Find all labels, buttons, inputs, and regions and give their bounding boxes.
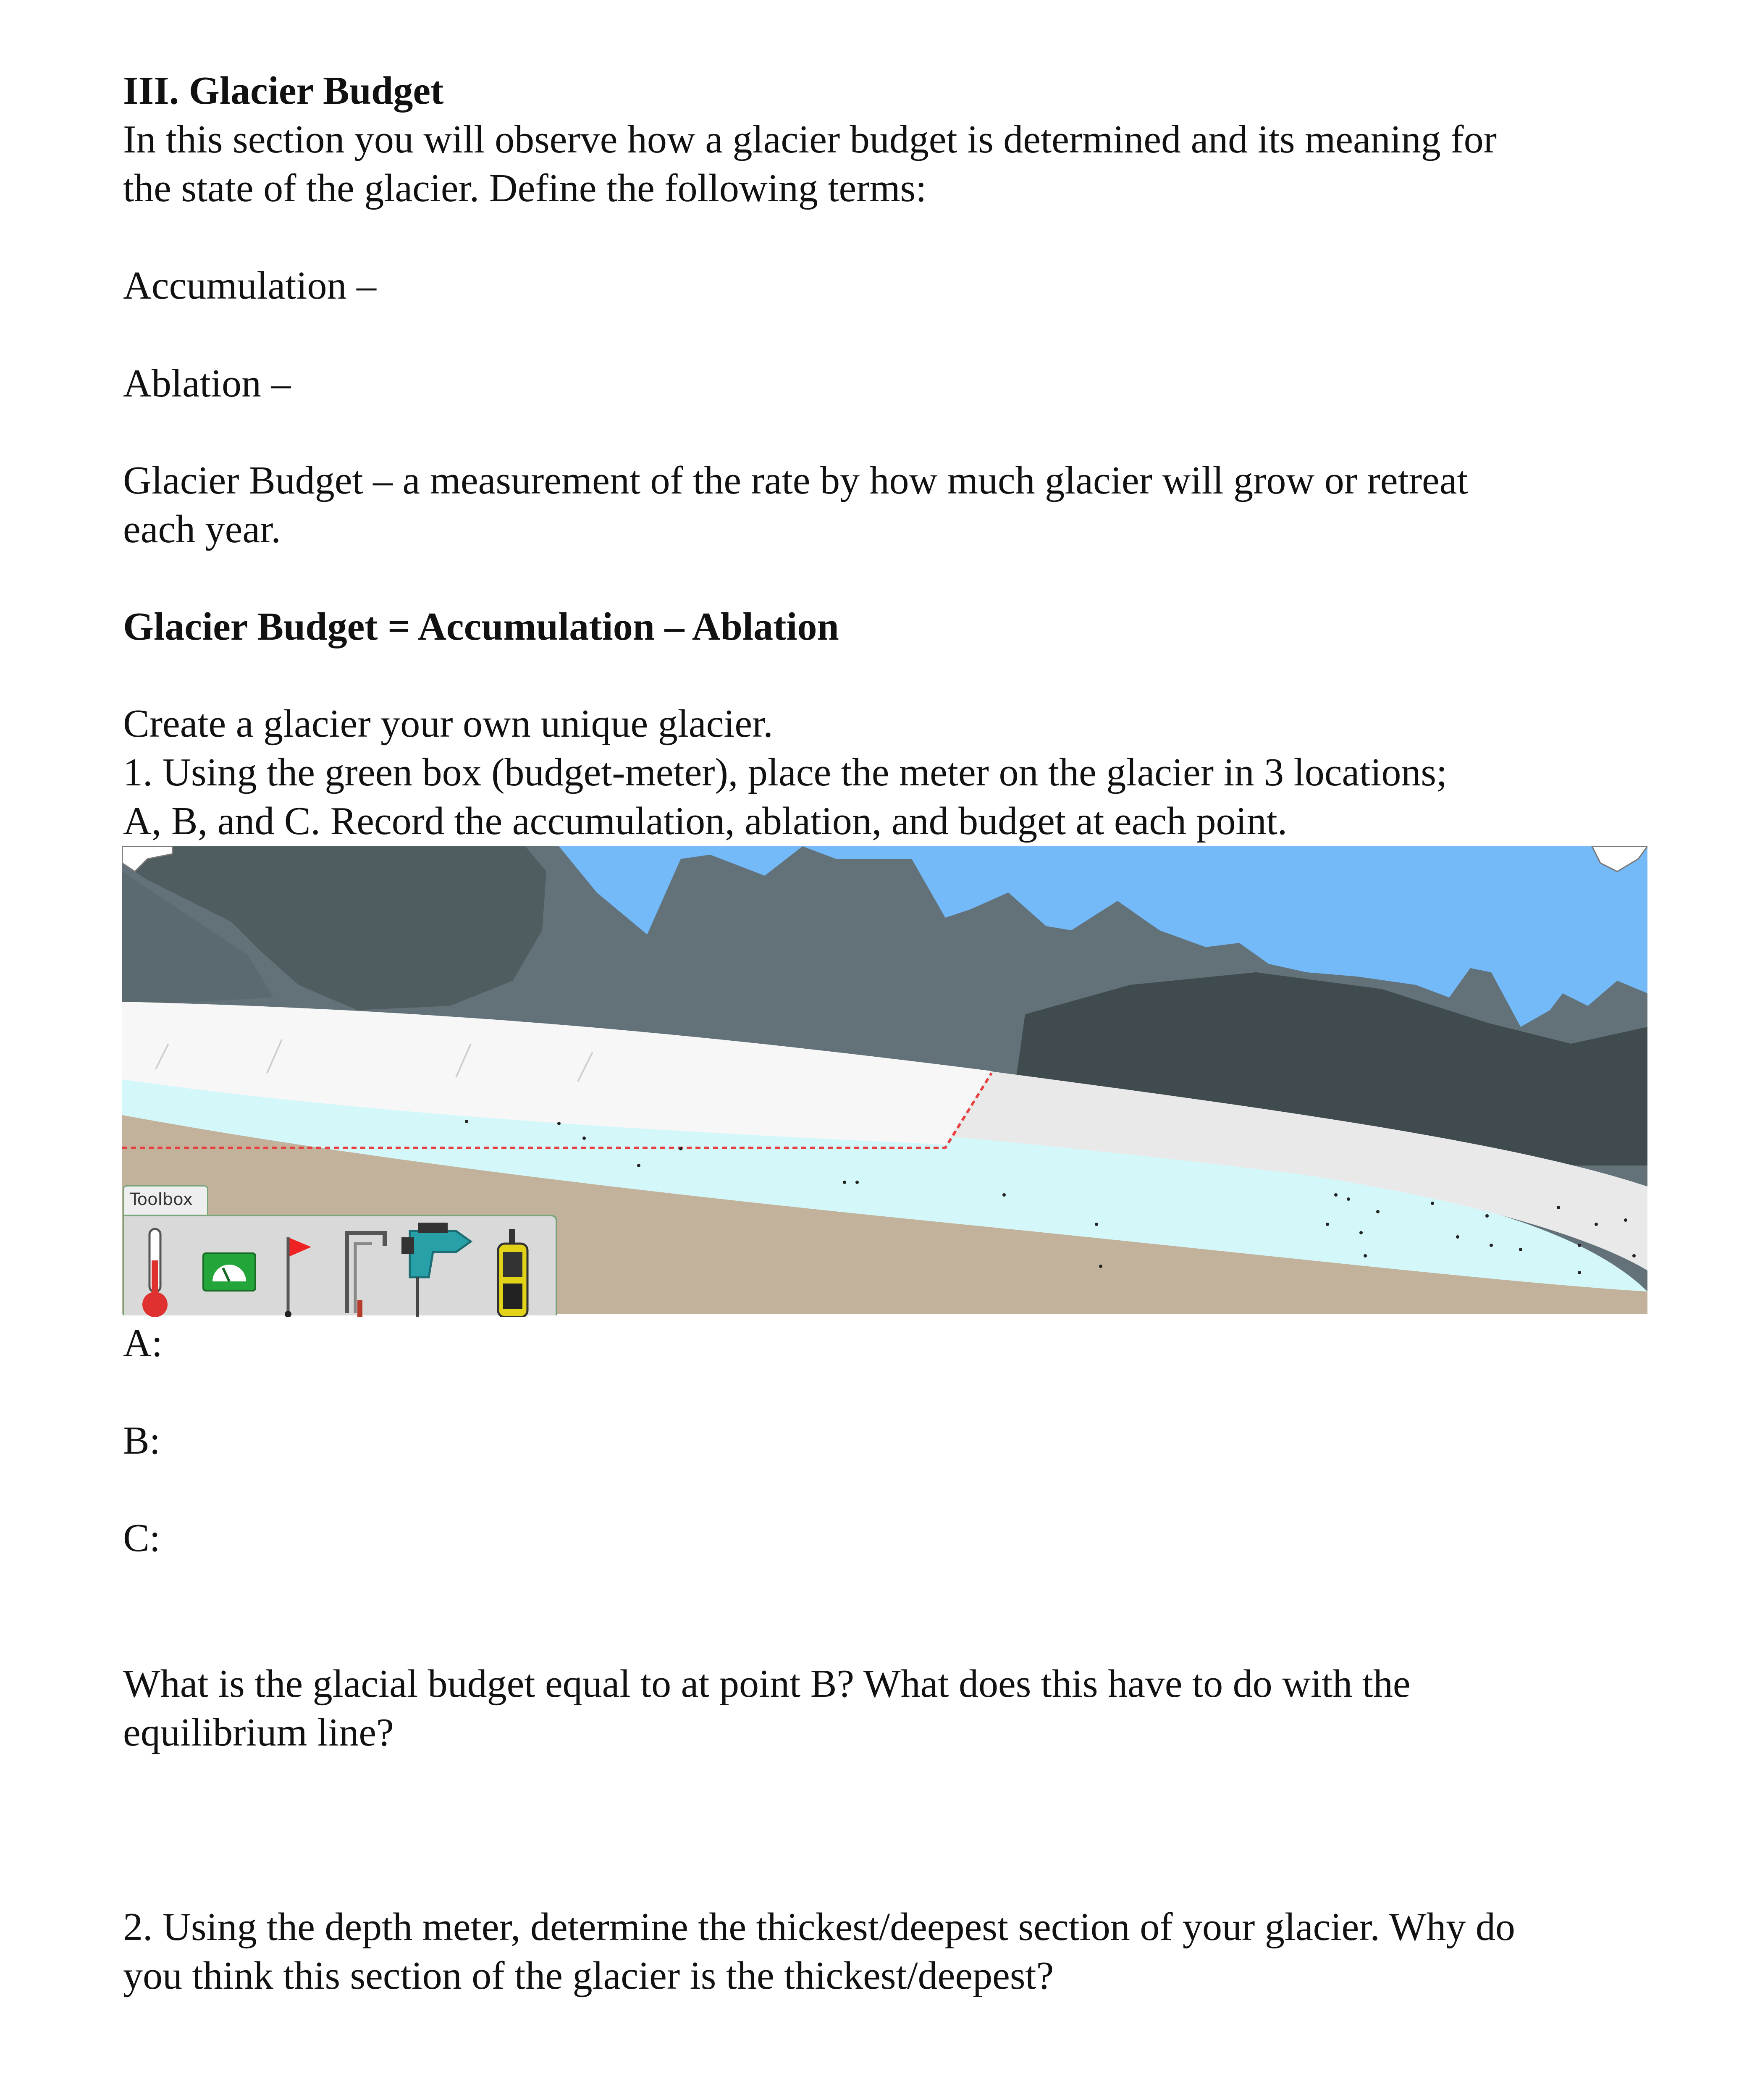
question1-line-1: What is the glacial budget equal to at point B? What does this have to do with the [123, 1662, 1411, 1706]
section-heading: III. Glacier Budget [123, 69, 444, 113]
budget-meter-icon[interactable] [202, 1252, 257, 1292]
toolbox-tab[interactable]: Toolbox [123, 1185, 208, 1215]
point-b-label: B: [123, 1419, 160, 1462]
question2-line-2: you think this section of the glacier is the thickest/deepest? [123, 1954, 1054, 1998]
drill-icon[interactable] [393, 1218, 477, 1317]
thermometer-icon[interactable] [136, 1227, 174, 1317]
term-accumulation: Accumulation – [123, 264, 377, 307]
question1-line-2: equilibrium line? [123, 1711, 394, 1754]
point-a-label: A: [123, 1321, 163, 1365]
toolbox-panel [123, 1215, 557, 1315]
step1-line-1: 1. Using the green box (budget-meter), place the meter on the glacier in 3 locations; [123, 751, 1448, 794]
flag-icon[interactable] [275, 1235, 313, 1317]
question2-line-1: 2. Using the depth meter, determine the thickest/deepest section of your glacier. Why do [123, 1905, 1515, 1949]
glacier-simulation [122, 846, 1647, 1314]
term-glacier-budget-line-1: Glacier Budget – a measurement of the rate by how much glacier will grow or retreat [123, 459, 1468, 502]
step1-line-2: A, B, and C. Record the accumulation, ablation, and budget at each point. [123, 799, 1288, 843]
intro-line-1: In this section you will observe how a glacier budget is determined and its meaning for [123, 118, 1497, 161]
point-c-label: C: [123, 1516, 160, 1560]
term-glacier-budget-line-2: each year. [123, 507, 281, 551]
depth-frame-icon[interactable] [338, 1229, 389, 1317]
gps-icon[interactable] [494, 1229, 532, 1317]
create-instruction: Create a glacier your own unique glacier. [123, 702, 773, 746]
budget-formula: Glacier Budget = Accumulation – Ablation [123, 605, 839, 648]
intro-line-2: the state of the glacier. Define the following terms: [123, 166, 927, 210]
term-ablation: Ablation – [123, 362, 291, 405]
